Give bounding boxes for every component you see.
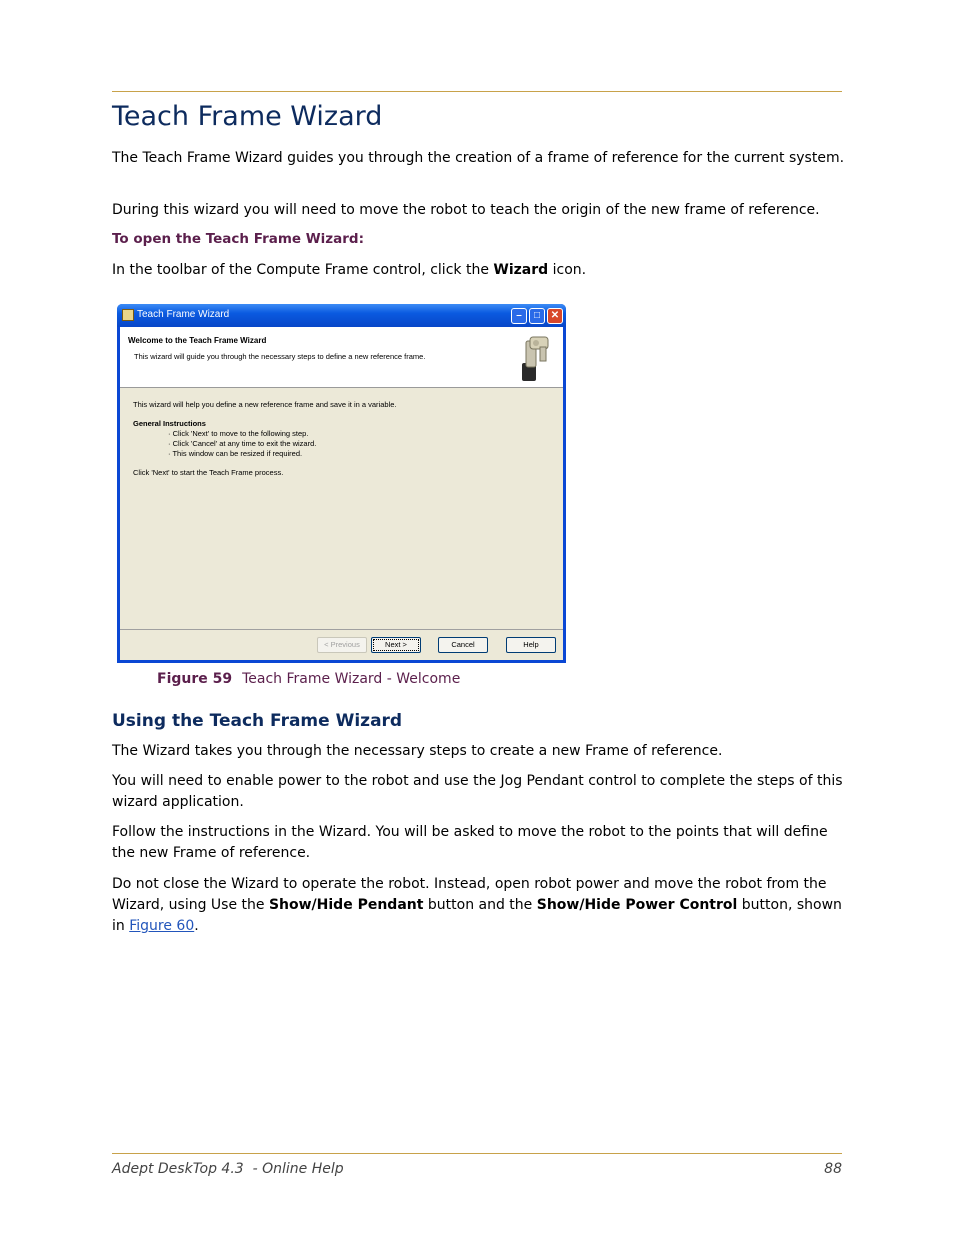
close-icon[interactable]: ✕ — [547, 308, 563, 324]
instruction-item: · Click 'Cancel' at any time to exit the wizard. — [168, 439, 317, 448]
figure-caption-text: Teach Frame Wizard - Welcome — [242, 671, 461, 687]
app-icon — [122, 309, 134, 321]
intro-paragraph-2: During this wizard you will need to move the robot to teach the origin of the new frame of reference. — [112, 202, 820, 218]
wizard-intro-text: This wizard will help you define a new reference frame and save it in a variable. — [133, 400, 397, 409]
instruction-item: · This window can be resized if required. — [168, 449, 303, 458]
para4-text-d: button, shown in — [112, 897, 842, 934]
window-title: Teach Frame Wizard — [137, 309, 230, 320]
procedure-text-end: icon. — [548, 262, 587, 278]
wizard-start-text: Click 'Next' to start the Teach Frame process. — [133, 468, 284, 477]
para4-text-c: button and the — [423, 897, 537, 913]
para4-text-e: . — [194, 918, 199, 934]
button-separator — [120, 629, 563, 630]
general-instructions-heading: General Instructions — [133, 419, 206, 428]
body-paragraph-3: Follow the instructions in the Wizard. You will be asked to move the robot to the points that will define the new Frame of reference. — [112, 824, 828, 861]
show-hide-power-term: Show/Hide Power Control — [536, 897, 738, 913]
instruction-item: · Click 'Next' to move to the following step. — [168, 429, 309, 438]
procedure-heading: To open the Teach Frame Wizard: — [112, 231, 364, 247]
section-heading: Using the Teach Frame Wizard — [112, 711, 403, 731]
para4-text-a: Do not close the Wizard to operate the robot. Instead, open robot power and move the robot from the Wizard, using Use the — [112, 876, 827, 913]
maximize-icon[interactable]: □ — [529, 308, 545, 324]
previous-button[interactable]: < Previous — [317, 637, 367, 653]
body-paragraph-2: You will need to enable power to the robot and use the Jog Pendant control to complete the steps of this wizard application. — [112, 773, 843, 810]
wizard-header-subtitle: This wizard will guide you through the necessary steps to define a new reference frame. — [134, 352, 426, 361]
wizard-header-title: Welcome to the Teach Frame Wizard — [128, 336, 267, 345]
procedure-step — [112, 260, 847, 281]
footer-rule — [112, 1153, 842, 1154]
body-paragraph-1: The Wizard takes you through the necessary steps to create a new Frame of reference. — [112, 743, 723, 759]
minimize-icon[interactable]: – — [511, 308, 527, 324]
wizard-header — [120, 327, 563, 388]
help-button[interactable]: Help — [506, 637, 556, 653]
page-title: Teach Frame Wizard — [112, 101, 383, 132]
robot-icon — [516, 331, 552, 383]
figure-caption — [157, 671, 460, 687]
wizard-window — [117, 304, 566, 663]
window-client — [120, 327, 563, 660]
page-number: 88 — [824, 1161, 842, 1177]
figure-60-link[interactable]: Figure 60 — [129, 918, 195, 934]
window-titlebar[interactable] — [117, 304, 566, 327]
procedure-text: In the toolbar of the Compute Frame control, click the — [112, 262, 494, 278]
body-paragraph-4 — [112, 874, 847, 937]
figure-label: Figure 59 — [157, 671, 233, 687]
show-hide-pendant-term: Show/Hide Pendant — [268, 897, 424, 913]
wizard-term: Wizard — [493, 262, 549, 278]
cancel-button[interactable]: Cancel — [438, 637, 488, 653]
intro-paragraph-1: The Teach Frame Wizard guides you through the creation of a frame of reference for the current system. — [112, 150, 845, 166]
footer-title: Adept DeskTop 4.3 - Online Help — [112, 1161, 344, 1177]
next-button[interactable]: Next > — [371, 637, 421, 653]
header-rule — [112, 91, 842, 92]
